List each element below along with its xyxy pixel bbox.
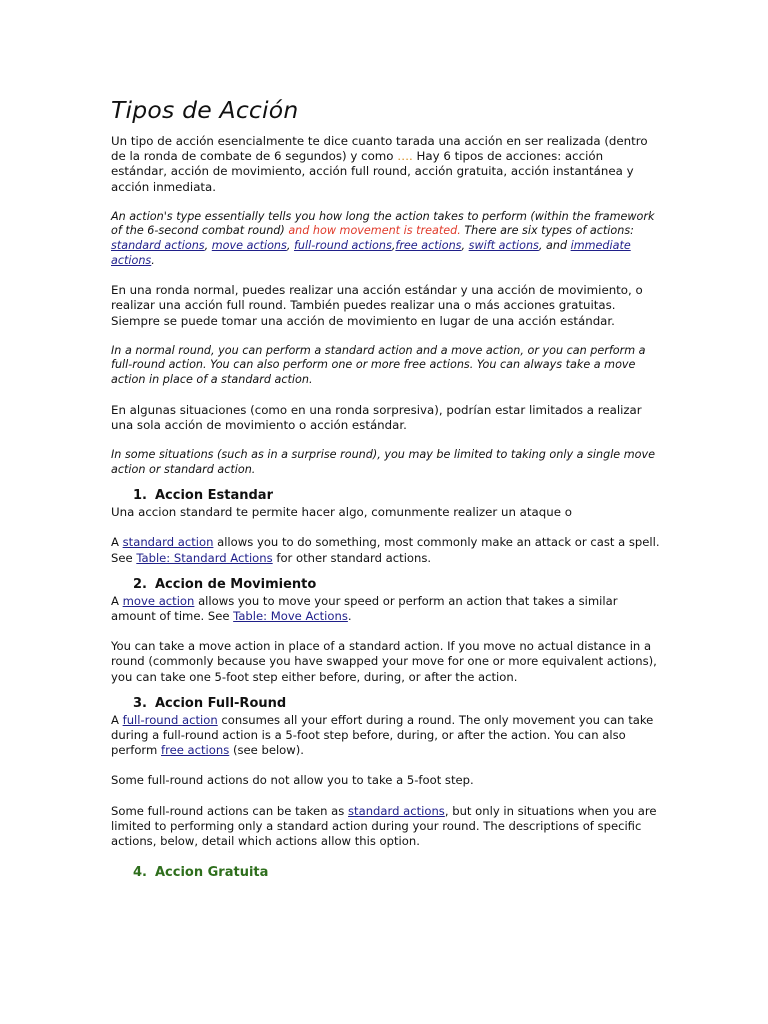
heading-number: 2. <box>133 576 147 592</box>
text: A <box>111 712 123 727</box>
section-heading-move-action <box>111 576 661 594</box>
link-standard-action[interactable]: standard action <box>122 535 214 550</box>
link-move-action[interactable]: move action <box>122 593 195 608</box>
paragraph-move-en <box>111 594 661 624</box>
link-full-round-actions[interactable]: full-round actions <box>293 239 392 252</box>
text: Some full-round actions can be taken as <box>111 803 349 818</box>
heading-text: Accion Full-Round <box>155 695 287 711</box>
paragraph-normal-round-es: En una ronda normal, puedes realizar una acción estándar y una acción de movimiento, o realizar una acción full round. También puedes realizar una o más acciones gratuitas. Siempre se puede tomar una acción de movimiento en lugar de una acción estándar. <box>111 283 643 328</box>
document-content <box>111 96 661 882</box>
text: . <box>347 608 352 623</box>
page-title: Tipos de Acción <box>111 96 299 124</box>
link-move-actions[interactable]: move actions <box>211 239 287 252</box>
paragraph-situations-en: In some situations (such as in a surprise round), you may be limited to taking only a single move action or standard action. <box>111 447 655 476</box>
text: An action's type essentially tells you how long the action takes to perform (within the framework of the 6-second combat round) <box>111 209 655 238</box>
paragraph-standard-es: Una accion standard te permite hacer algo, comunmente realizer un ataque o <box>111 505 572 520</box>
paragraph-full-round-as-standard <box>111 804 661 850</box>
text: allows you to do something, most commonly make an attack or cast a spell. See <box>111 535 660 565</box>
text: , <box>204 239 212 252</box>
text: for other standard actions. <box>272 550 432 565</box>
link-standard-actions-2[interactable]: standard actions <box>348 803 445 818</box>
paragraph-intro-en <box>111 210 661 268</box>
text: There are six types of actions: <box>460 224 634 238</box>
paragraph-situations-es: En algunas situaciones (como en una ronda sorpresiva), podrían estar limitados a realizar una sola acción de movimiento o acción estándar. <box>111 402 642 432</box>
link-free-actions[interactable]: free actions <box>395 239 462 252</box>
paragraph-intro-es <box>111 134 661 195</box>
highlight-text: and how movement is treated. <box>288 224 461 238</box>
section-heading-full-round <box>111 695 661 713</box>
heading-number: 4. <box>133 865 147 881</box>
heading-text: Accion Estandar <box>155 488 273 504</box>
paragraph-move-5ft-step: You can take a move action in place of a standard action. If you move no actual distance in a round (commonly because you have swapped your move for one or more equivalent actions), you can take one 5-foot step either before, during, or after the action. <box>111 639 657 684</box>
link-table-move-actions[interactable]: Table: Move Actions <box>233 608 348 623</box>
heading-text: Accion Gratuita <box>155 865 269 881</box>
text: , <box>286 239 294 252</box>
heading-number: 3. <box>133 695 147 711</box>
section-heading-standard-action <box>111 487 661 505</box>
text: Un tipo de acción esencialmente te dice cuanto tarada una acción en ser realizada (dentro de la ronda de combate de 6 segundos) y como <box>111 134 648 164</box>
paragraph-full-round-no-step: Some full-round actions do not allow you to take a 5-foot step. <box>111 773 474 788</box>
ellipsis-text: …. <box>397 149 413 164</box>
text: , but only in situations when you are limited to performing only a standard action during your round. The descriptions of specific actions, below, detail which actions allow this option. <box>111 803 657 849</box>
link-table-standard-actions[interactable]: Table: Standard Actions <box>136 550 273 565</box>
text: Hay 6 tipos de acciones: acción estándar, acción de movimiento, acción full round, acción gratuita, acción instantánea y acción inmediata. <box>111 149 634 194</box>
link-standard-actions[interactable]: standard actions <box>111 239 205 252</box>
paragraph-normal-round-en: In a normal round, you can perform a standard action and a move action, or you can perform a full-round action. You can also perform one or more free actions. You can always take a move action in place of a standard action. <box>111 343 646 386</box>
text: allows you to move your speed or perform an action that takes a similar amount of time. See <box>111 593 618 623</box>
text: A <box>111 593 123 608</box>
text: . <box>151 253 155 267</box>
heading-text: Accion de Movimiento <box>155 576 317 592</box>
section-heading-free-action <box>111 864 661 882</box>
link-full-round-action[interactable]: full-round action <box>122 712 218 727</box>
paragraph-standard-en <box>111 535 661 565</box>
heading-number: 1. <box>133 488 147 504</box>
link-swift-actions[interactable]: swift actions <box>468 239 539 252</box>
paragraph-full-round-en <box>111 713 661 759</box>
link-free-actions-2[interactable]: free actions <box>160 743 230 758</box>
text: , <box>391 239 396 252</box>
text: (see below). <box>229 743 304 758</box>
text: consumes all your effort during a round. The only movement you can take during a full-round action is a 5-foot step before, during, or after the action. You can also perform <box>111 712 654 758</box>
text: , <box>461 239 469 252</box>
text: , and <box>538 239 571 252</box>
text: A <box>111 535 123 550</box>
link-immediate-actions[interactable]: immediate actions <box>111 239 631 267</box>
